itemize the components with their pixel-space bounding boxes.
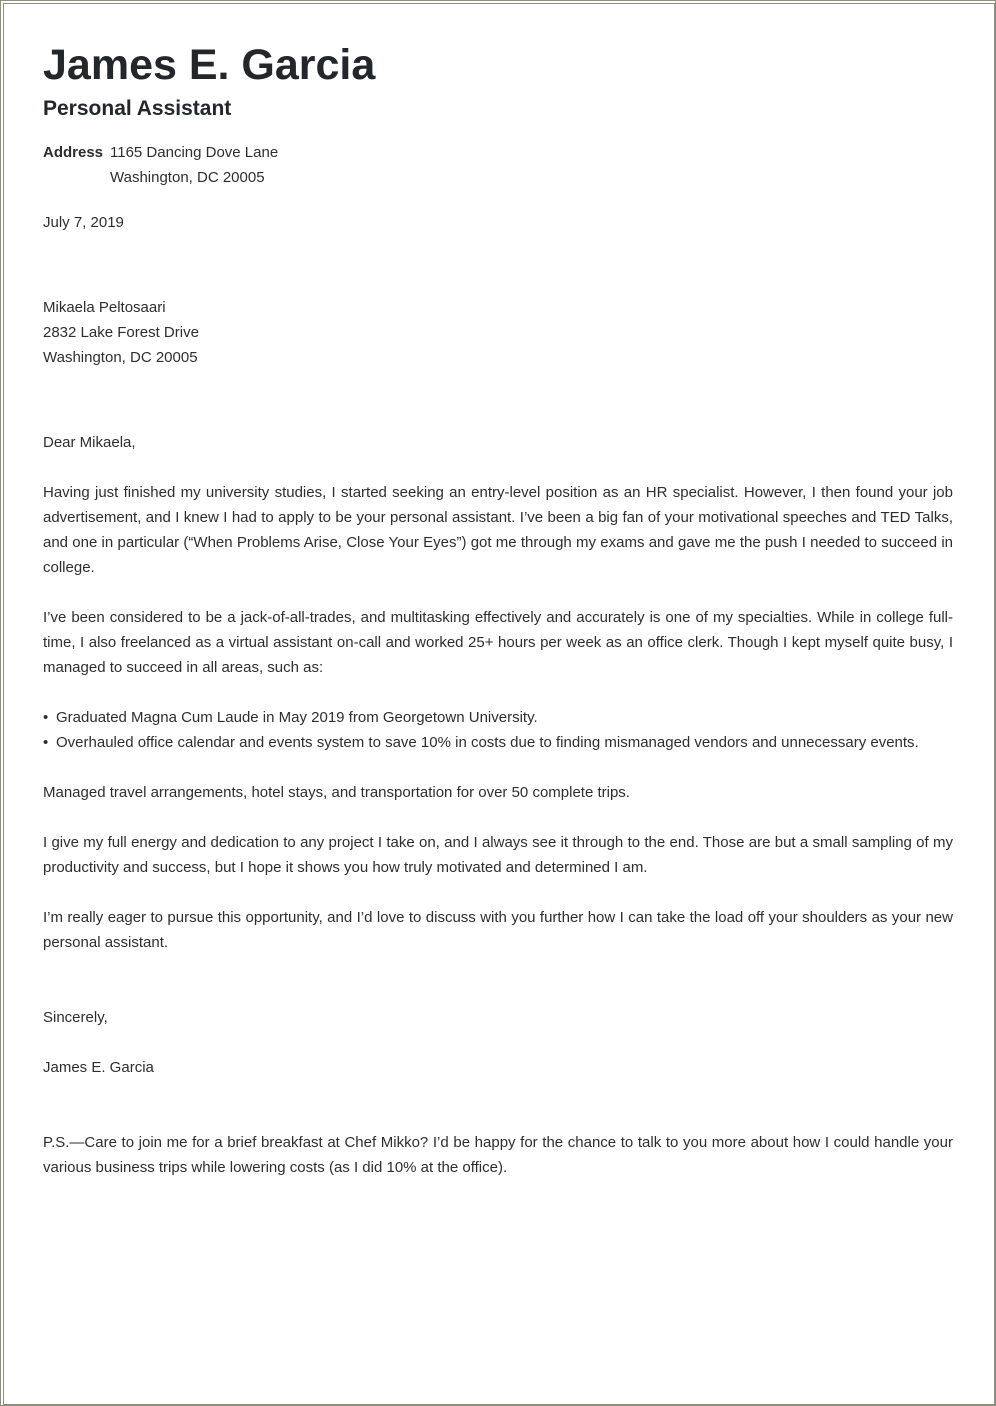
recipient-name: Mikaela Peltosaari xyxy=(43,299,166,316)
bullet-icon: • xyxy=(43,734,49,751)
job-title: Personal Assistant xyxy=(43,97,232,120)
list-item-text: Graduated Magna Cum Laude in May 2019 from Georgetown University. xyxy=(56,709,538,726)
list-item xyxy=(43,705,953,730)
salutation: Dear Mikaela, xyxy=(43,434,136,451)
applicant-name: James E. Garcia xyxy=(43,41,376,89)
body-paragraph-2: I’ve been considered to be a jack-of-all-trades, and multitasking effectively and accurately is one of my specialties. While in college full-time, I also freelanced as a virtual assistant on-call and worked 25+ hours per week as an office clerk. Though I kept myself quite busy, I managed to succeed in all areas, such as: xyxy=(43,609,953,676)
body-paragraph-3: Managed travel arrangements, hotel stays, and transportation for over 50 complete trips. xyxy=(43,784,630,801)
recipient-street: 2832 Lake Forest Drive xyxy=(43,324,199,341)
signature: James E. Garcia xyxy=(43,1059,154,1076)
achievement-list xyxy=(43,705,953,755)
body-paragraph-1: Having just finished my university studies, I started seeking an entry-level position as an HR specialist. However, I then found your job advertisement, and I knew I had to apply to be your personal assistant. I’ve been a big fan of your motivational speeches and TED Talks, and one in particular (“When Problems Arise, Close Your Eyes”) got me through my exams and gave me the push I needed to succeed in college. xyxy=(43,484,953,576)
list-item-text: Overhauled office calendar and events system to save 10% in costs due to finding mismanaged vendors and unnecessary events. xyxy=(56,734,919,751)
postscript: P.S.—Care to join me for a brief breakfast at Chef Mikko? I’d be happy for the chance to talk to you more about how I could handle your various business trips while lowering costs (as I did 10% at the office). xyxy=(43,1134,953,1176)
letter-date: July 7, 2019 xyxy=(43,214,124,231)
recipient-block xyxy=(43,295,953,370)
body-paragraph-4: I give my full energy and dedication to any project I take on, and I always see it through to the end. Those are but a small sampling of my productivity and success, but I hope it shows you how truly motivated and determined I am. xyxy=(43,834,953,876)
recipient-city: Washington, DC 20005 xyxy=(43,349,198,366)
address-label: Address xyxy=(43,144,104,161)
body-paragraph-5: I’m really eager to pursue this opportunity, and I’d love to discuss with you further how I can take the load off your shoulders as your new personal assistant. xyxy=(43,909,953,951)
address-line-1: 1165 Dancing Dove Lane xyxy=(110,144,279,161)
list-item xyxy=(43,730,953,755)
bullet-icon: • xyxy=(43,709,49,726)
closing: Sincerely, xyxy=(43,1009,108,1026)
address-lines xyxy=(110,140,278,190)
address-line-2: Washington, DC 20005 xyxy=(110,169,265,186)
